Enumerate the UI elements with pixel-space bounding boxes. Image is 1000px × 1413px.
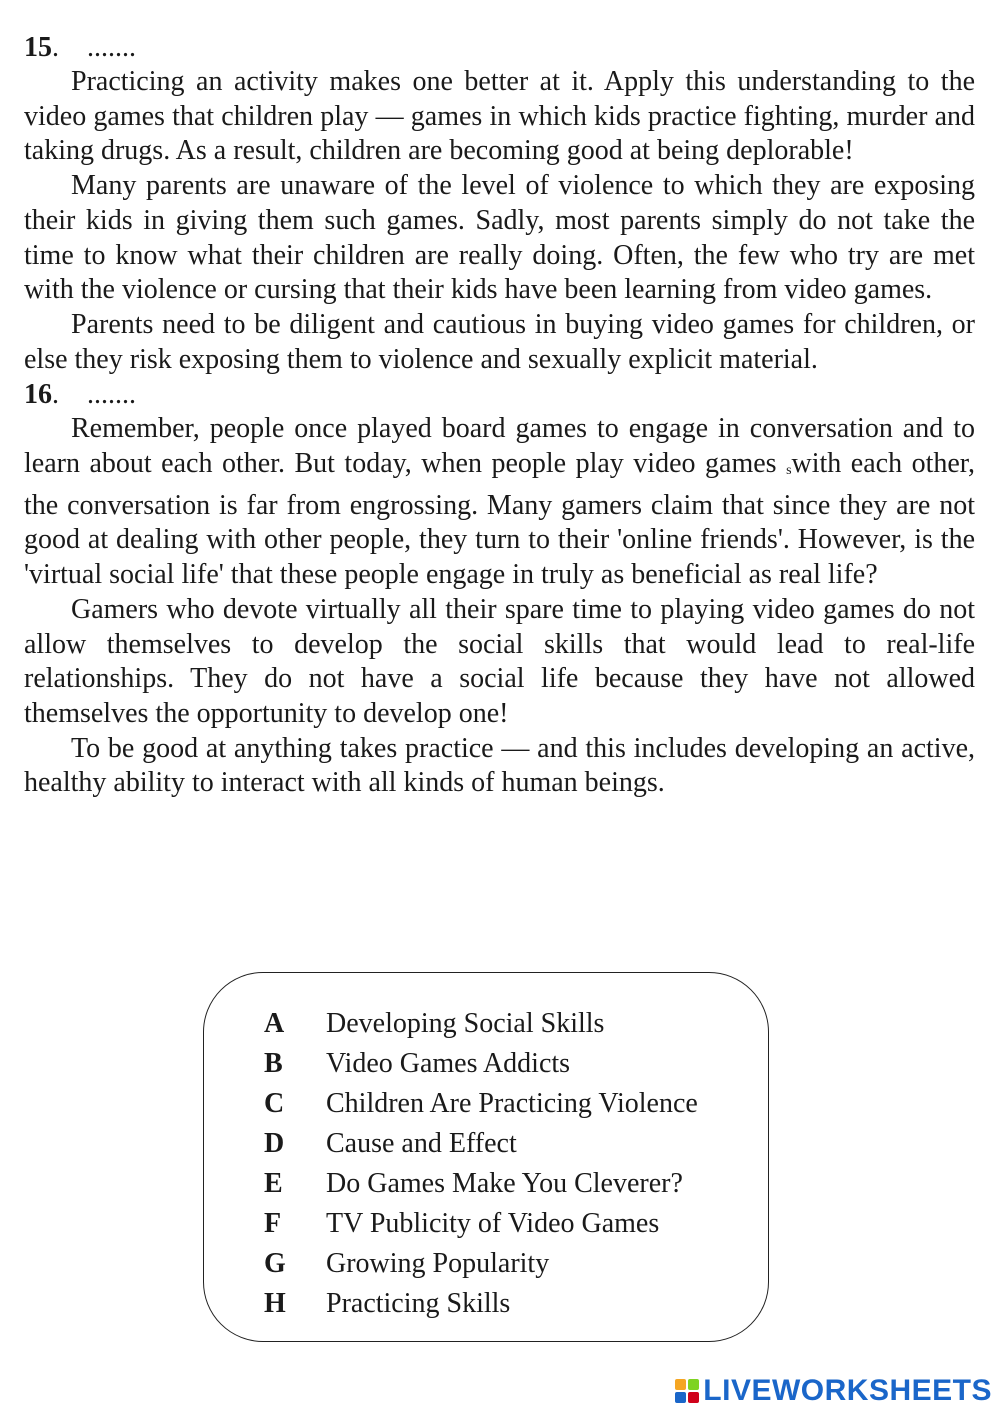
liveworksheets-logo: [675, 1374, 992, 1408]
option-text: Do Games Make You Cleverer?: [326, 1168, 683, 1199]
option-text: Video Games Addicts: [326, 1048, 571, 1079]
option-item: [264, 1124, 698, 1164]
option-item: [264, 1044, 698, 1084]
question-15-header: 15. .......: [24, 32, 136, 63]
stray-mark: s: [786, 463, 792, 479]
option-letter: E: [264, 1168, 283, 1199]
option-item: [264, 1244, 698, 1284]
options-list: [264, 1004, 698, 1324]
paragraph: Practicing an activity makes one better at it. Apply this understanding to the video games that children play — games in which kids practice fighting, murder and taking drugs. As a result, children are becoming good at being deplorable!: [24, 66, 975, 167]
worksheet-text: [24, 30, 975, 801]
logo-mark-icon: [675, 1379, 699, 1403]
option-text: Developing Social Skills: [326, 1008, 605, 1039]
logo-text: LIVEWORKSHEETS: [703, 1374, 992, 1407]
option-item: [264, 1004, 698, 1044]
paragraph: Many parents are unaware of the level of violence to which they are exposing their kids in giving them such games. Sadly, most parents simply do not take the time to know what their children are really doing. Often, the few who try are met with the violence or cursing that their kids have been learning from video games.: [24, 170, 975, 306]
question-16-header: 16. .......: [24, 379, 136, 411]
option-text: Growing Popularity: [326, 1248, 550, 1279]
option-letter: A: [264, 1008, 285, 1039]
option-item: [264, 1164, 698, 1204]
option-letter: F: [264, 1208, 282, 1239]
option-item: [264, 1204, 698, 1244]
question-number: 15: [24, 32, 52, 63]
paragraph-text: Remember, people once played board games to engage in conversation and to learn about each other. But today, when people play video games: [24, 413, 975, 480]
option-item: [264, 1084, 698, 1124]
logo-square: [688, 1392, 699, 1403]
answer-blank[interactable]: .......: [87, 379, 136, 411]
question-number: 16: [24, 379, 52, 411]
option-item: [264, 1284, 698, 1324]
logo-square: [675, 1392, 686, 1403]
paragraph: Gamers who devote virtually all their spare time to playing video games do not allow themselves to develop the social skills that would lead to real-life relationships. They do not have a social life because they have not allowed themselves the opportunity to develop one!: [24, 593, 975, 729]
answer-blank[interactable]: .......: [87, 32, 136, 63]
option-text: Children Are Practicing Violence: [326, 1088, 698, 1119]
option-letter: B: [264, 1048, 283, 1079]
option-text: Cause and Effect: [326, 1128, 517, 1159]
logo-square: [688, 1379, 699, 1390]
paragraph: To be good at anything takes practice — and this includes developing an active, healthy ability to interact with all kinds of human beings.: [24, 732, 975, 799]
option-letter: C: [264, 1088, 285, 1119]
paragraph-text: with each other, the conversation is far from engrossing. Many gamers claim that since they are not good at dealing with other people, they turn to their 'online friends'. However, is the 'virtual social life' that these people engage in truly as beneficial as real life?: [24, 448, 975, 591]
option-letter: H: [264, 1288, 286, 1319]
paragraph: Parents need to be diligent and cautious in buying video games for children, or else they risk exposing them to violence and sexually explicit material.: [24, 308, 975, 375]
option-letter: D: [264, 1128, 285, 1159]
option-text: TV Publicity of Video Games: [326, 1208, 660, 1239]
option-text: Practicing Skills: [326, 1288, 511, 1319]
logo-square: [675, 1379, 686, 1390]
option-letter: G: [264, 1248, 286, 1279]
paragraph: [24, 412, 975, 593]
